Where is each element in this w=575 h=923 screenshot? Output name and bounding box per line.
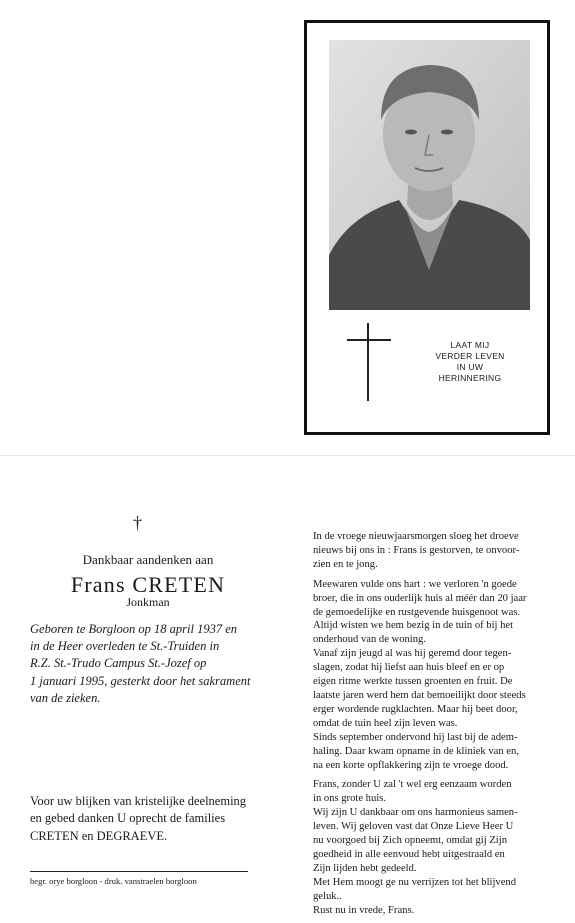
bio-line: Geboren te Borgloon op 18 april 1937 en [30, 622, 238, 636]
memorial-paragraph [313, 530, 563, 572]
memorial-line: nieuws bij ons in : Frans is gestorven, te onvoor- [313, 544, 520, 556]
bio-line: 1 januari 1995, gesterkt door het sakrament [30, 673, 251, 688]
memorial-line: goedheid in alle eenvoud hebt uitgestraald en [313, 848, 505, 860]
bio-line: R.Z. St.-Trudo Campus St.-Jozef op [30, 656, 207, 671]
motto-line: HERINNERING [438, 373, 502, 383]
memorial-line: broer, die in ons ouderlijk huis al méér dan 20 jaar [313, 592, 527, 604]
memorial-line: Sinds september ondervond hij last bij de adem- [313, 731, 518, 743]
motto-line: LAAT MIJ [450, 340, 490, 350]
memorial-line: Wij zijn U dankbaar om ons harmonieus samen- [313, 807, 518, 819]
dankbaar-heading: Dankbaar aandenken aan [82, 552, 214, 567]
memorial-line: Vanaf zijn jeugd al was hij geremd door tegen- [313, 648, 512, 660]
memorial-line: Meewaren vulde ons hart : we verloren 'n goede [313, 578, 517, 590]
motto-line: IN UW [456, 362, 484, 372]
memorial-line: Rust nu in vrede, Frans. [313, 904, 415, 916]
memorial-line: Frans, zonder U zal 't wel erg eenzaam worden [313, 779, 512, 791]
memorial-line: in ons grote huis. [313, 793, 386, 805]
bio-line: van de zieken. [30, 690, 101, 705]
divider [30, 871, 248, 872]
first-name: Frans [70, 572, 133, 597]
memorial-line: omdat de tuin heel zijn leven was. [313, 717, 458, 729]
memorial-line: Altijd wisten we hem bezig in de tuin of bij het [313, 620, 514, 632]
fold-line [0, 455, 575, 456]
printer-credit: begr. orye borgloon - druk. vanstraelen borgloon [30, 876, 197, 886]
memorial-line: na een korte opflakkering zijn te vroege dood. [313, 759, 509, 771]
portrait-image [329, 40, 530, 310]
memorial-line: laatste jaren werd hem dat bemoeilijkt door steeds [313, 689, 526, 701]
memorial-line: Met Hem moogt ge nu verrijzen tot het blijvend [313, 876, 516, 888]
memorial-text [313, 530, 563, 923]
memorial-line: geluk.. [313, 890, 342, 902]
memorial-line: de gemoedelijke en rustgevende huisgenoot was. [313, 606, 521, 618]
thanks-line: en gebed danken U oprecht de families [30, 811, 226, 826]
thanks-text [30, 793, 275, 845]
memorial-paragraph [313, 578, 563, 773]
memorial-line: eigen ritme werkte tussen groenten en fruit. De [313, 676, 513, 688]
memorial-line: slagen, zodat hij liefst aan huis bleef en er op [313, 662, 505, 674]
portrait-panel [304, 20, 550, 435]
small-cross-symbol: † [133, 513, 142, 533]
cross-icon [347, 323, 391, 401]
portrait-photo [329, 40, 530, 310]
memorial-line: erger wordende rugklachten. Maar hij beet door, [313, 703, 518, 715]
bio-line: in de Heer overleden te St.-Truiden in [30, 639, 220, 654]
memorial-line: zien en te jong. [313, 558, 378, 570]
memorial-paragraph [313, 778, 563, 917]
motto-line: VERDER LEVEN [435, 351, 505, 361]
deceased-title: Jonkman [126, 595, 170, 609]
last-name: CRETEN [132, 572, 226, 597]
motto [415, 340, 525, 384]
memorial-line: leven. Wij geloven vast dat Onze Lieve Heer U [313, 821, 514, 833]
birth-death-text [30, 621, 275, 707]
thanks-line: Voor uw blijken van kristelijke deelneming [30, 794, 247, 808]
memorial-line: Zijn lijden hebt gedeeld. [313, 862, 417, 874]
memorial-line: haling. Daar kwam opname in de kliniek van en, [313, 745, 519, 757]
memorial-line: onderhoud van de woning. [313, 634, 426, 646]
thanks-line: CRETEN en DEGRAEVE. [30, 828, 168, 843]
memorial-line: nu voorgoed bij Zich opneemt, omdat gij Zijn [313, 835, 507, 847]
memorial-line: In de vroege nieuwjaarsmorgen sloeg het droeve [313, 531, 519, 542]
